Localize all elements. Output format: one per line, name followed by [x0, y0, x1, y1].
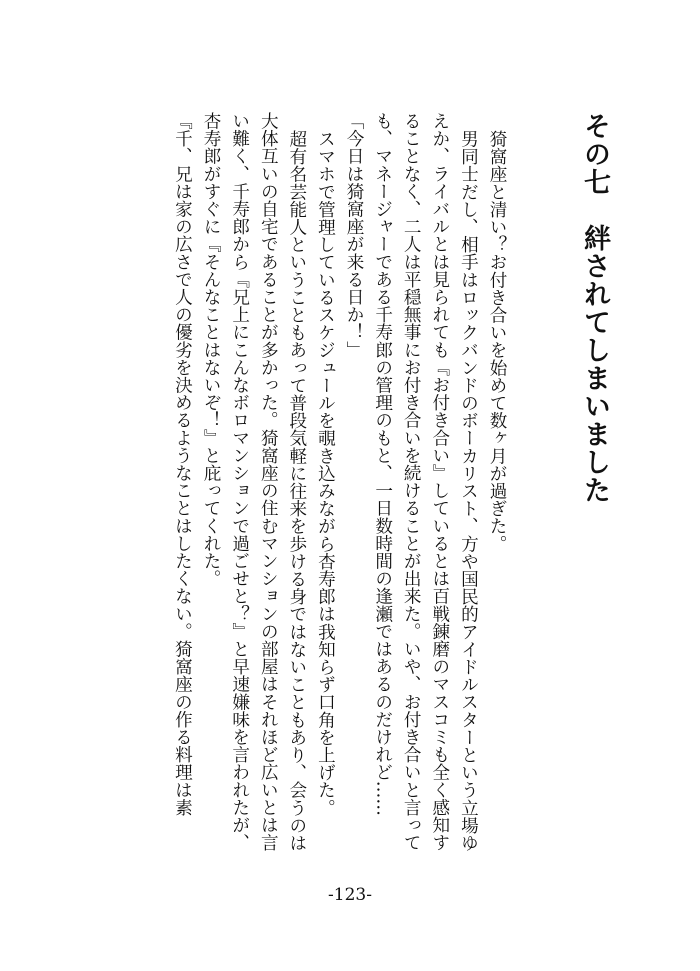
chapter-title: その七 絆されてしまいました [579, 112, 610, 504]
paragraph-4: スマホで管理しているスケジュールを覗き込みながら杏寿郎は我知らず口角を上げた。 [315, 129, 336, 816]
vertical-text-body [168, 112, 608, 868]
paragraph-2: 男同士だし、相手はロックバンドのボーカリスト、方や国民的アイドルスターという立場ゆえか、ライバルとは見られても『お付き合い』しているとは百戦錬磨のマスコミも全く感知することなく、二人は平穏無事にお付き合いを続けることが出来た。いや、お付き合いと言っても、マネージャーである千寿郎の管理のもと、一日数時間の逢瀬ではあるのだけれど…… [372, 112, 479, 852]
paragraph-6-dialogue: 『千、兄は家の広さで人の優劣を決めるようなことはしたくない。猗窩座の作る料理は素 [172, 112, 193, 816]
paragraph-1: 猗窩座と清い？お付き合いを始めて数ヶ月が過ぎた。 [487, 129, 507, 552]
page-number: -123- [328, 885, 372, 905]
paragraph-5: 超有名芸能人ということもあって普段気軽に往来を歩ける身ではないこともあり、会うのは大体互いの自宅であることが多かった。猗窩座の住むマンションの部屋はそれほど広いとは言い難く、千寿郎から『兄上にこんなボロマンションで過ごせと？』と早速嫌味を言われたが、杏寿郎がすぐに『そんなことはないぞ！』と庇ってくれた。 [201, 112, 307, 852]
paragraph-3-dialogue: 「今日は猗窩座が来る日か！」 [344, 112, 365, 359]
